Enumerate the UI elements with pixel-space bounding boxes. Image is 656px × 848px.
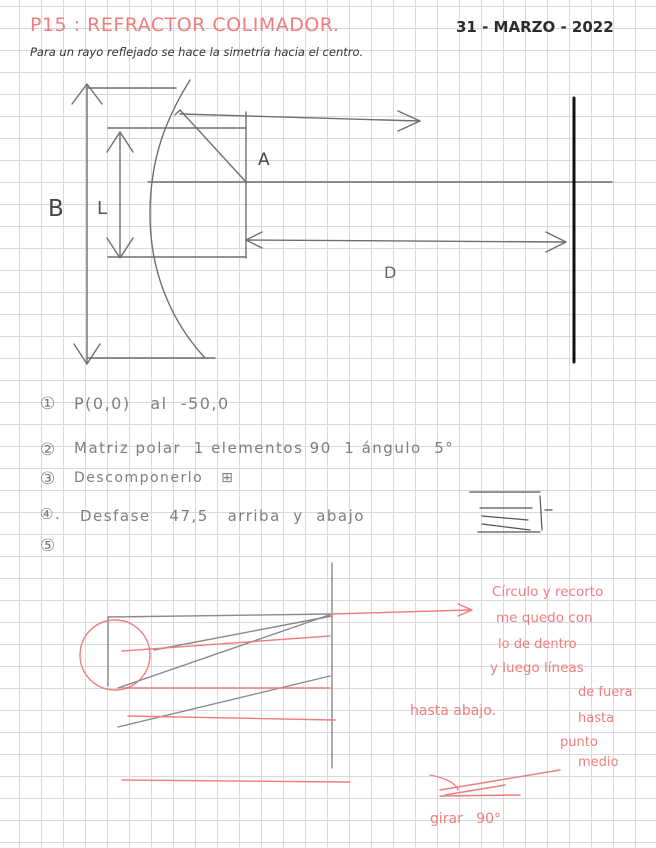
label-b: B [48,196,64,222]
label-l: L [97,198,108,219]
circle-note-line-4: y luego líneas [490,660,584,676]
hasta-punto-line-1: hasta [578,711,615,726]
step-1-text: P(0,0) al -50,0 [74,394,230,413]
girar-note: girar 90° [430,811,502,827]
step-3-number: ③ [40,469,57,489]
step-2-text: Matriz polar 1 elementos 90 1 ángulo 5° [74,439,455,457]
circle-note-line-3: lo de dentro [498,637,577,652]
step-4-number: ④. [40,505,62,523]
page-date: 31 - MARZO - 2022 [456,18,614,36]
page-subtitle: Para un rayo reflejado se hace la simetría hacia el centro. [30,45,364,59]
step-5-number: ⑤ [40,536,57,556]
circle-note-line-2: me quedo con [496,610,593,626]
step-2-number: ② [40,440,57,460]
circle-note-line-5: de fuera [578,685,633,700]
label-a: A [258,150,270,170]
step-1-number: ① [40,394,57,414]
step-4-text: Desfase 47,5 arriba y abajo [80,507,365,525]
hasta-abajo-note: hasta abajo. [410,703,496,719]
label-d: D [384,263,397,282]
hasta-punto-line-3: medio [578,755,619,770]
red-circle [80,620,150,690]
page-title: P15 : REFRACTOR COLIMADOR. [30,14,340,36]
step-3-text: Descomponerlo ⊞ [74,470,235,486]
circle-note-line-1: Círculo y recorto [492,584,604,600]
hasta-punto-line-2: punto [560,735,598,750]
